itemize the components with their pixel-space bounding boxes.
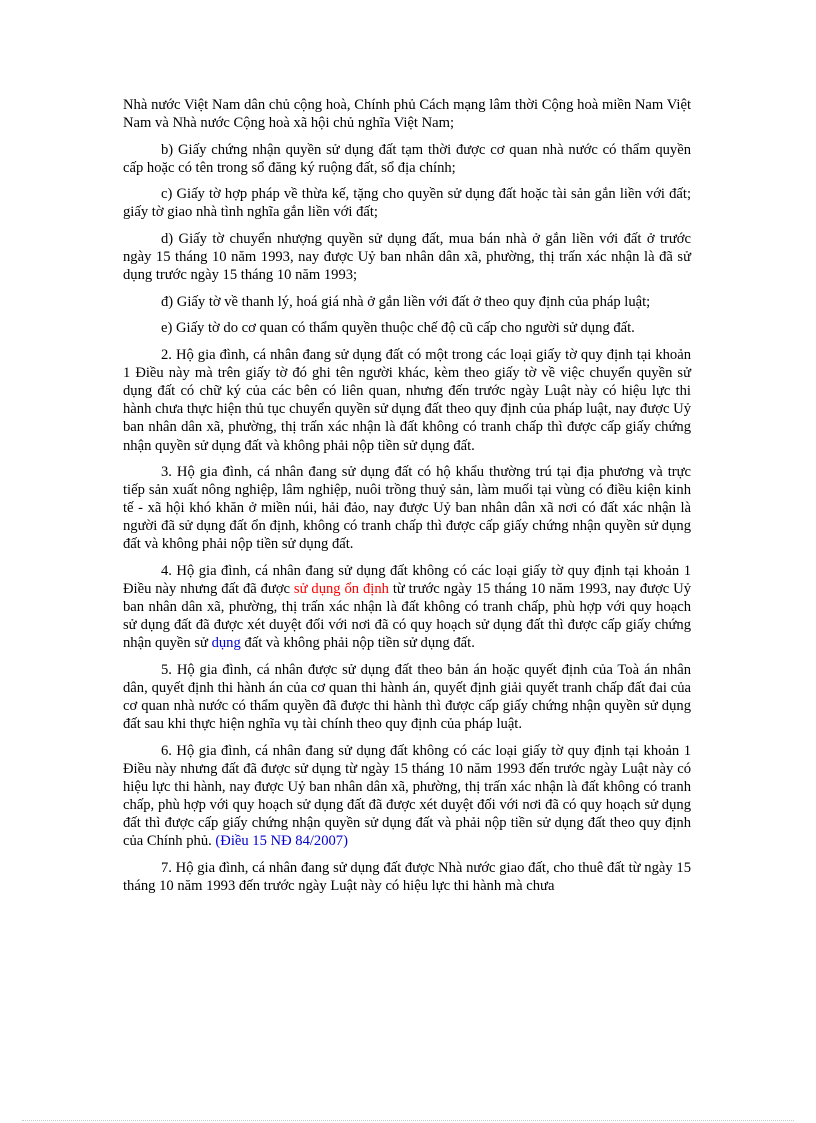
paragraph-clause-6: [123, 742, 691, 851]
clause-4-text-a: 4. Hộ gia đình, cá nhân đang sử dụng đất không có các loại giấy tờ quy định tại khoản 1 Điều này nhưng đất đã được: [123, 563, 691, 598]
document-body: [123, 96, 691, 904]
paragraph-item-dd: đ) Giấy tờ về thanh lý, hoá giá nhà ở gắn liền với đất ở theo quy định của pháp luật;: [161, 293, 651, 310]
clause-4-highlight: sử dụng ổn định: [293, 581, 389, 598]
paragraph-item-c: c) Giấy tờ hợp pháp về thừa kế, tặng cho quyền sử dụng đất hoặc tài sản gắn liền với đất; giấy tờ giao nhà tình nghĩa gắn liền với đất;: [123, 186, 691, 221]
clause-4-link[interactable]: dụng: [211, 635, 241, 652]
clause-4-text-c: đất và không phải nộp tiền sử dụng đất.: [240, 635, 475, 652]
clause-4-text-b: từ trước ngày 15 tháng 10 năm 1993, nay được Uỷ ban nhân dân xã, phường, thị trấn xác nhận là đất không có tranh chấp, phù hợp với quy hoạch sử dụng đất đã được xét duyệt đối với nơi đã có quy hoạch sử dụng đất thì được cấp giấy chứng nhận quyền sử: [123, 581, 691, 652]
paragraph-clause-4: [123, 562, 691, 652]
paragraph-clause-7: 7. Hộ gia đình, cá nhân đang sử dụng đất được Nhà nước giao đất, cho thuê đất từ ngày 15 tháng 10 năm 1993 đến trước ngày Luật này có hiệu lực thi hành mà chưa: [123, 859, 691, 895]
paragraph-item-b: b) Giấy chứng nhận quyền sử dụng đất tạm thời được cơ quan nhà nước có thẩm quyền cấp hoặc có tên trong sổ đăng ký ruộng đất, sổ địa chính;: [123, 141, 691, 176]
paragraph-clause-3: 3. Hộ gia đình, cá nhân đang sử dụng đất có hộ khẩu thường trú tại địa phương và trực tiếp sản xuất nông nghiệp, lâm nghiệp, nuôi trồng thuỷ sản, làm muối tại vùng có điều kiện kinh tế - xã hội khó khăn ở miền núi, hải đảo, nay được Uỷ ban nhân dân xã nơi có đất xác nhận là người đã sử dụng đất ổn định, không có tranh chấp thì được cấp giấy chứng nhận quyền sử dụng đất và không phải nộp tiền sử dụng đất.: [123, 464, 691, 553]
paragraph-continuation: Nhà nước Việt Nam dân chủ cộng hoà, Chính phủ Cách mạng lâm thời Cộng hoà miền Nam Việt Nam và Nhà nước Cộng hoà xã hội chủ nghĩa Việt Nam;: [123, 97, 691, 132]
paragraph-clause-2: 2. Hộ gia đình, cá nhân đang sử dụng đất có một trong các loại giấy tờ quy định tại khoản 1 Điều này mà trên giấy tờ đó ghi tên người khác, kèm theo giấy tờ về việc chuyển quyền sử dụng đất có chữ ký của các bên có liên quan, nhưng đến trước ngày Luật này có hiệu lực thi hành chưa thực hiện thủ tục chuyển quyền sử dụng đất theo quy định của pháp luật, nay được Uỷ ban nhân dân xã, phường, thị trấn xác nhận là đất không có tranh chấp thì được cấp giấy chứng nhận quyền sử dụng đất và không phải nộp tiền sử dụng đất.: [123, 347, 691, 454]
clause-6-reference-link[interactable]: (Điều 15 NĐ 84/2007): [215, 833, 348, 850]
page-bottom-divider: [22, 1120, 794, 1121]
paragraph-clause-5: 5. Hộ gia đình, cá nhân được sử dụng đất theo bản án hoặc quyết định của Toà án nhân dân, quyết định thi hành án của cơ quan thi hành án, quyết định giải quyết tranh chấp đất đai của cơ quan nhà nước có thẩm quyền đã được thi hành thì được cấp giấy chứng nhận quyền sử dụng đất sau khi thực hiện nghĩa vụ tài chính theo quy định của pháp luật.: [123, 662, 691, 733]
paragraph-item-e: e) Giấy tờ do cơ quan có thẩm quyền thuộc chế độ cũ cấp cho người sử dụng đất.: [161, 320, 635, 337]
clause-6-text: 6. Hộ gia đình, cá nhân đang sử dụng đất không có các loại giấy tờ quy định tại khoản 1 Điều này nhưng đất đã được sử dụng từ ngày 15 tháng 10 năm 1993 đến trước ngày Luật này có hiệu lực thi hành, nay được Uỷ ban nhân dân xã, phường, thị trấn xác nhận là đất không có tranh chấp, phù hợp với quy hoạch sử dụng đất đã được xét duyệt đối với nơi đã có quy hoạch sử dụng đất thì được cấp giấy chứng nhận quyền sử dụng đất và phải nộp tiền sử dụng đất theo quy định của Chính phủ.: [123, 742, 691, 850]
paragraph-item-d: d) Giấy tờ chuyển nhượng quyền sử dụng đất, mua bán nhà ở gắn liền với đất ở trước ngày 15 tháng 10 năm 1993, nay được Uỷ ban nhân dân xã, phường, thị trấn xác nhận là đã sử dụng trước ngày 15 tháng 10 năm 1993;: [123, 231, 691, 284]
